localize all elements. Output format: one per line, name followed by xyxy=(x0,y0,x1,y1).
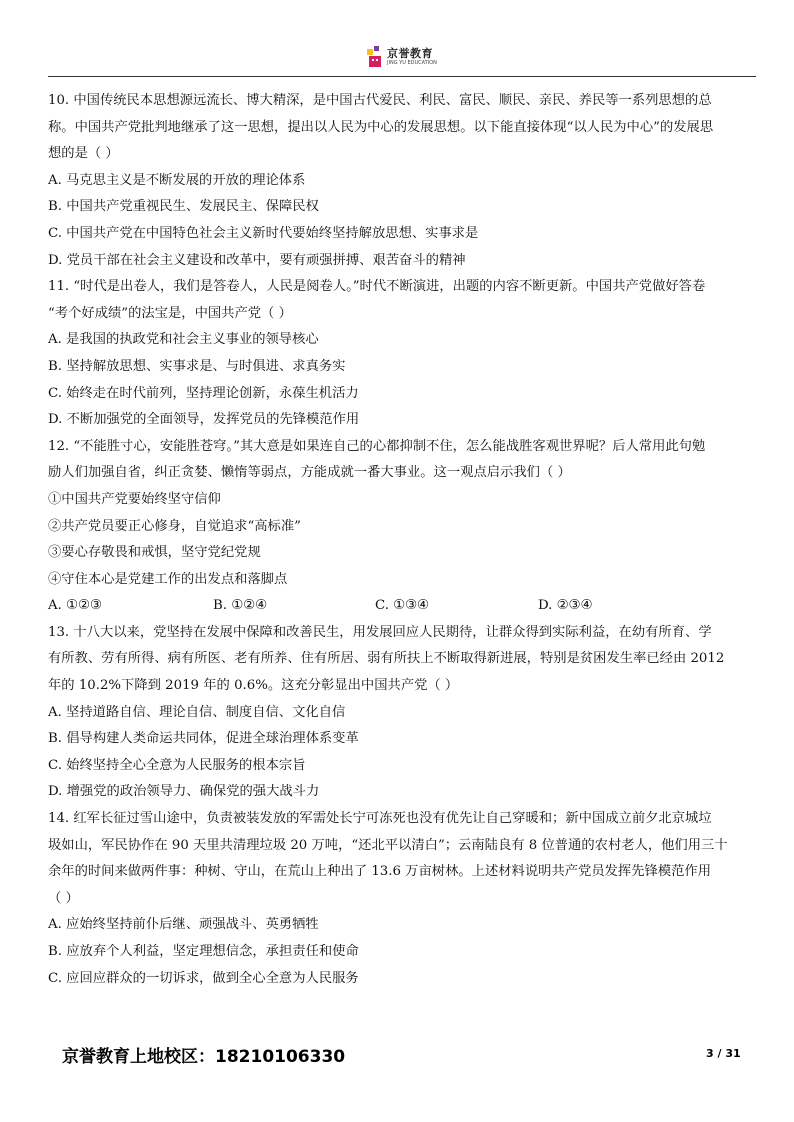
text-line: 想的是（ ） xyxy=(48,146,119,162)
logo-mark-icon xyxy=(366,45,384,69)
text-line: 年的 10.2%下降到 2019 年的 0.6%。这充分彰显出中国共产党（ ） xyxy=(48,678,459,694)
option-line: B. 坚持解放思想、实事求是、与时俱进、求真务实 xyxy=(48,358,346,374)
option-line: C. 应回应群众的一切诉求，做到全心全意为人民服务 xyxy=(48,970,359,986)
option-line: B. 应放弃个人利益，坚定理想信念，承担责任和使命 xyxy=(48,944,359,959)
text-line: 圾如山，军民协作在 90 天里共清理垃圾 20 万吨，“还北平以清白”；云南陆良有 8 位普通的农村老人，他们用三十 xyxy=(48,837,728,853)
q12-options-row xyxy=(48,593,756,620)
option-line: A. 应始终坚持前仆后继、顽强战斗、英勇牺牲 xyxy=(48,917,319,933)
statement-line: ①中国共产党要始终坚守信仰 xyxy=(48,491,221,507)
q12-option-d: D. ②③④ xyxy=(538,598,593,614)
page-number: 3 / 31 xyxy=(706,1047,741,1060)
option-line: B. 倡导构建人类命运共同体，促进全球治理体系变革 xyxy=(48,731,359,747)
option-line: C. 始终走在时代前列，坚持理论创新，永葆生机活力 xyxy=(48,385,359,401)
header-logo xyxy=(366,44,442,70)
option-line: C. 始终坚持全心全意为人民服务的根本宗旨 xyxy=(48,757,306,773)
option-line: B. 中国共产党重视民生、发展民主、保障民权 xyxy=(48,199,319,215)
q12-option-c: C. ①③④ xyxy=(375,598,429,614)
q12-option-a: A. ①②③ xyxy=(48,598,102,614)
text-line: 14. 红军长征过雪山途中，负责被装发放的军需处长宁可冻死也没有优先让自己穿暖和；新中国成立前夕北京城垃 xyxy=(48,811,712,827)
text-line: 10. 中国传统民本思想源远流长、博大精深，是中国古代爱民、利民、富民、顺民、亲民、养民等一系列思想的总 xyxy=(48,93,712,108)
text-line: 有所教、劳有所得、病有所医、老有所养、住有所居、弱有所扶上不断取得新进展，特别是贫困发生率已经由 2012 xyxy=(48,651,725,667)
text-line: 11. “时代是出卷人，我们是答卷人，人民是阅卷人。”时代不断演进，出题的内容不断更新。中国共产党做好答卷 xyxy=(48,279,706,295)
text-line: 余年的时间来做两件事：种树、守山，在荒山上种出了 13.6 万亩树林。上述材料说明共产党员发挥先锋模范作用 xyxy=(48,864,712,880)
option-line: A. 是我国的执政党和社会主义事业的领导核心 xyxy=(48,332,319,348)
footer-contact: 京誉教育上地校区：18210106330 xyxy=(62,1047,346,1067)
text-line: “考个好成绩”的法宝是，中国共产党（ ） xyxy=(48,305,292,321)
page-content xyxy=(48,88,756,992)
text-line: （ ） xyxy=(48,890,79,906)
logo-en-text: JING YU EDUCATION xyxy=(387,60,437,66)
text-line: 13. 十八大以来，党坚持在发展中保障和改善民生，用发展回应人民期待，让群众得到实际利益，在幼有所育、学 xyxy=(48,624,712,640)
text-line: 励人们加强自省，纠正贪婪、懒惰等弱点，方能成就一番大事业。这一观点启示我们（ ） xyxy=(48,465,571,481)
statement-line: ④守住本心是党建工作的出发点和落脚点 xyxy=(48,571,288,587)
option-line: A. 马克思主义是不断发展的开放的理论体系 xyxy=(48,172,306,188)
option-line: A. 坚持道路自信、理论自信、制度自信、文化自信 xyxy=(48,704,346,720)
option-line: D. 不断加强党的全面领导，发挥党员的先锋模范作用 xyxy=(48,412,360,428)
header-rule xyxy=(48,76,756,77)
text-line: 称。中国共产党批判地继承了这一思想，提出以人民为中心的发展思想。以下能直接体现“以人民为中心”的发展思 xyxy=(48,119,714,135)
text-line: 12. “不能胜寸心，安能胜苍穹。”其大意是如果连自己的心都抑制不住，怎么能战胜客观世界呢？后人常用此句勉 xyxy=(48,438,706,454)
option-line: D. 党员干部在社会主义建设和改革中，要有顽强拼搏、艰苦奋斗的精神 xyxy=(48,252,466,268)
q12-option-b: B. ①②④ xyxy=(213,598,267,614)
option-line: C. 中国共产党在中国特色社会主义新时代要始终坚持解放思想、实事求是 xyxy=(48,225,479,241)
logo-cn-text: 京誉教育 xyxy=(387,47,433,60)
statement-line: ③要心存敬畏和戒惧，坚守党纪党规 xyxy=(48,545,261,561)
option-line: D. 增强党的政治领导力、确保党的强大战斗力 xyxy=(48,784,320,800)
statement-line: ②共产党员要正心修身，自觉追求“高标准” xyxy=(48,518,301,534)
